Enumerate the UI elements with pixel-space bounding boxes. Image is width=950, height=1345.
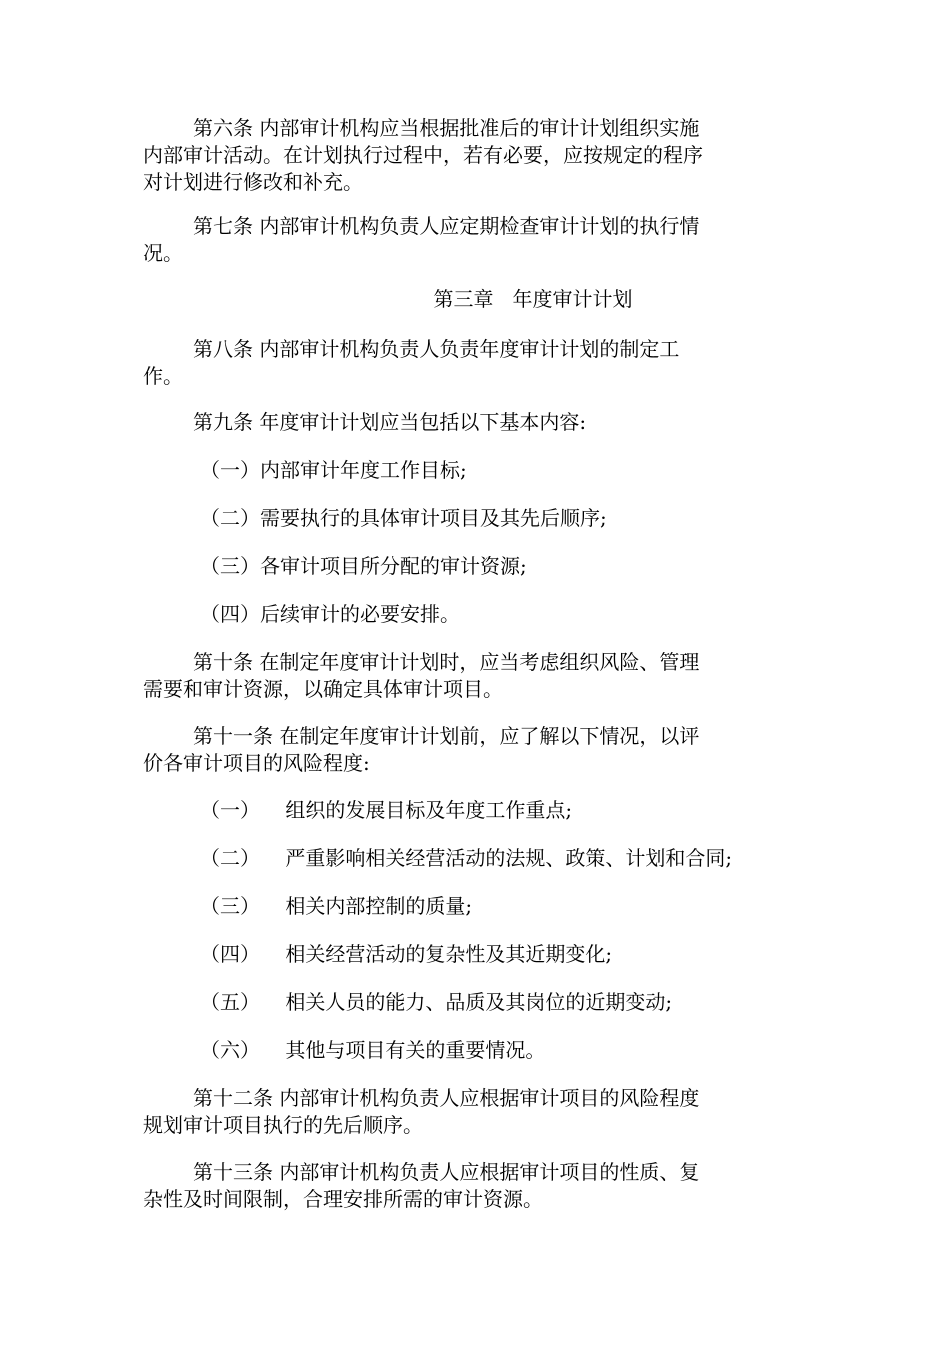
- article-13-line-1: 第十三条 内部审计机构负责人应根据审计项目的性质、复: [193, 1160, 700, 1184]
- article-12-line-2: 规划审计项目执行的先后顺序。: [143, 1113, 423, 1137]
- chapter-3-title: 第三章 年度审计计划: [433, 287, 633, 311]
- article-9-line-1: 第九条 年度审计计划应当包括以下基本内容:: [193, 410, 587, 434]
- article-13-line-2: 杂性及时间限制，合理安排所需的审计资源。: [143, 1187, 543, 1211]
- article-10-line-1: 第十条 在制定年度审计计划时，应当考虑组织风险、管理: [193, 650, 700, 674]
- article-6-line-3: 对计划进行修改和补充。: [143, 170, 363, 194]
- article-6: [143, 115, 767, 196]
- article-13: [143, 1159, 767, 1213]
- article-8-line-1: 第八条 内部审计机构负责人负责年度审计计划的制定工: [193, 337, 680, 361]
- article-9-item-3: （三）各审计项目所分配的审计资源;: [200, 554, 527, 578]
- article-10: [143, 649, 767, 703]
- article-6-line-2: 内部审计活动。在计划执行过程中，若有必要，应按规定的程序: [143, 143, 703, 167]
- article-11-item-1: （一） 组织的发展目标及年度工作重点;: [200, 798, 573, 822]
- article-11-item-6: （六） 其他与项目有关的重要情况。: [200, 1038, 546, 1062]
- article-11-item-3: （三） 相关内部控制的质量;: [200, 894, 473, 918]
- article-12-line-1: 第十二条 内部审计机构负责人应根据审计项目的风险程度: [193, 1086, 700, 1110]
- article-11-line-2: 价各审计项目的风险程度:: [143, 751, 370, 775]
- article-8-line-2: 作。: [143, 364, 183, 388]
- article-6-line-1: 第六条 内部审计机构应当根据批准后的审计计划组织实施: [193, 116, 700, 140]
- article-12: [143, 1085, 767, 1139]
- article-10-line-2: 需要和审计资源，以确定具体审计项目。: [143, 677, 503, 701]
- article-11: [143, 723, 767, 777]
- article-7-line-1: 第七条 内部审计机构负责人应定期检查审计计划的执行情: [193, 214, 700, 238]
- article-11-item-2: （二） 严重影响相关经营活动的法规、政策、计划和合同;: [200, 846, 733, 870]
- article-9: [143, 409, 767, 436]
- article-9-item-1: （一）内部审计年度工作目标;: [200, 458, 467, 482]
- article-7: [143, 213, 767, 267]
- article-11-line-1: 第十一条 在制定年度审计计划前，应了解以下情况，以评: [193, 724, 700, 748]
- article-9-item-2: （二）需要执行的具体审计项目及其先后顺序;: [200, 506, 607, 530]
- article-11-item-4: （四） 相关经营活动的复杂性及其近期变化;: [200, 942, 613, 966]
- article-8: [143, 336, 767, 390]
- article-11-item-5: （五） 相关人员的能力、品质及其岗位的近期变动;: [200, 990, 673, 1014]
- article-7-line-2: 况。: [143, 241, 183, 265]
- article-9-item-4: （四）后续审计的必要安排。: [200, 602, 460, 626]
